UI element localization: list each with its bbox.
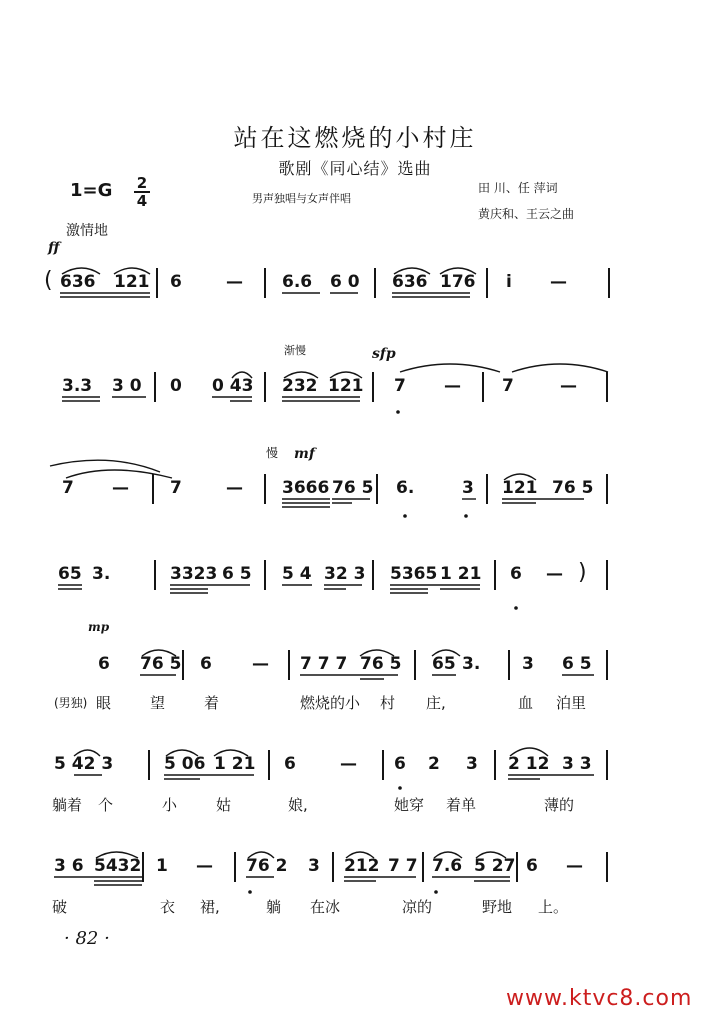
- note-group: 3.3: [62, 376, 93, 396]
- note-group: 6.: [396, 478, 415, 498]
- underline: [300, 675, 398, 679]
- time-signature-top: 2: [136, 174, 148, 192]
- lyric: 血: [518, 694, 534, 712]
- underline: [432, 877, 510, 881]
- lyric: 薄的: [544, 796, 575, 814]
- note-group: 6: [170, 272, 182, 292]
- octave-dot: [248, 890, 252, 894]
- underline: [62, 397, 146, 401]
- note-group: 5365: [390, 564, 438, 584]
- slur: [114, 268, 150, 274]
- dynamic-sfp: sfp: [372, 346, 396, 362]
- lyric: 躺: [266, 898, 282, 916]
- underline: [392, 293, 470, 297]
- slur: [510, 748, 548, 756]
- lyric: 衣: [160, 898, 176, 916]
- lyric: 上。: [538, 898, 569, 916]
- underline: [170, 585, 250, 593]
- slur: [346, 852, 374, 858]
- underline: [282, 397, 360, 401]
- slur: [284, 372, 318, 378]
- note-group: 5 42 3: [54, 754, 114, 774]
- note-group: 76 2: [246, 856, 288, 876]
- slur: [248, 852, 274, 858]
- note-group: 5 4: [282, 564, 312, 584]
- underline: [58, 585, 82, 589]
- note-group: 636: [60, 272, 96, 292]
- lyric: 她穿: [394, 796, 425, 814]
- slur: [504, 474, 536, 480]
- slur: [360, 650, 394, 656]
- note-group: 2: [428, 754, 440, 774]
- lyric: 村: [380, 694, 396, 712]
- song-title: 站在这燃烧的小村庄: [233, 124, 477, 152]
- note-group: 121: [502, 478, 538, 498]
- note-group: 65: [58, 564, 82, 584]
- rest-dash: —: [226, 272, 243, 292]
- note-group: 5 27: [474, 856, 516, 876]
- rest-dash: —: [226, 478, 243, 498]
- key-signature: 1=G: [70, 180, 113, 201]
- rest-dash: —: [444, 376, 461, 396]
- note-group: 3.: [462, 654, 481, 674]
- underline: [390, 585, 480, 593]
- note-group: 636: [392, 272, 428, 292]
- underline: [282, 499, 330, 507]
- note-group: 76 5: [552, 478, 594, 498]
- slur: [96, 852, 138, 858]
- note-group: 3.: [92, 564, 111, 584]
- time-signature-bottom: 4: [136, 192, 148, 210]
- note-group: 6: [98, 654, 110, 674]
- note-group: 5432: [94, 856, 142, 876]
- slur: [394, 268, 430, 274]
- lyric: 躺着: [52, 796, 83, 814]
- note-group: 1: [156, 856, 168, 876]
- underline: [282, 585, 362, 589]
- lyric: 凉的: [402, 898, 433, 916]
- note-group: 6: [284, 754, 296, 774]
- tie: [400, 364, 500, 372]
- slur: [432, 650, 460, 656]
- note-group: 6 5: [562, 654, 592, 674]
- note-group: 3: [308, 856, 320, 876]
- slur: [214, 750, 248, 756]
- underline: [344, 877, 416, 881]
- note-group: i: [506, 272, 512, 292]
- dynamic-ff: ff: [48, 240, 60, 256]
- underline: [332, 499, 370, 503]
- lyric: 燃烧的小: [300, 694, 361, 712]
- slur-close-paren: ): [578, 560, 587, 585]
- lyric: 泊里: [556, 694, 587, 712]
- lyric: 娘,: [288, 796, 308, 814]
- note-group: 65: [432, 654, 456, 674]
- performance-note: 男声独唱与女声伴唱: [252, 192, 351, 205]
- note-group: 3666: [282, 478, 330, 498]
- note-group: 3 0: [112, 376, 142, 396]
- lyric: 着单: [446, 796, 477, 814]
- lyricist-credit: 田 川、任 萍词: [478, 181, 558, 195]
- note-group: 3: [522, 654, 534, 674]
- note-group: 6 0: [330, 272, 360, 292]
- lyric: 望: [150, 694, 166, 712]
- lyric: 着: [204, 694, 220, 712]
- note-group: 5 06: [164, 754, 206, 774]
- note-group: 121: [328, 376, 364, 396]
- note-group: 6: [510, 564, 522, 584]
- note-group: 6.6: [282, 272, 313, 292]
- slur: [232, 372, 252, 378]
- slur: [434, 852, 462, 858]
- page-number: · 82 ·: [64, 928, 110, 949]
- expression-slower: 渐慢: [284, 344, 306, 357]
- lyric: 在冰: [310, 898, 341, 916]
- note-group: 176: [440, 272, 476, 292]
- slur: [330, 372, 362, 378]
- note-group: 0 43: [212, 376, 254, 396]
- note-group: 32 3: [324, 564, 366, 584]
- note-group: 76 5: [332, 478, 374, 498]
- underline: [502, 499, 584, 503]
- watermark-url: www.ktvc8.com: [506, 986, 693, 1011]
- slur: [62, 268, 100, 274]
- tie: [512, 364, 608, 372]
- lyric: 姑: [216, 796, 232, 814]
- rest-dash: —: [252, 654, 269, 674]
- tempo-marking: 激情地: [66, 223, 108, 239]
- underline: [54, 877, 142, 885]
- note-group: 1 21: [440, 564, 482, 584]
- note-group: 6: [200, 654, 212, 674]
- octave-dot: [398, 786, 402, 790]
- slur-open-paren: (: [44, 268, 53, 293]
- note-group: 7: [62, 478, 74, 498]
- lyric: 小: [162, 796, 178, 814]
- octave-dot: [403, 514, 407, 518]
- note-group: 6 5: [222, 564, 252, 584]
- note-group: 76 5: [140, 654, 182, 674]
- expression-slow: 慢: [266, 446, 279, 460]
- rest-dash: —: [546, 564, 563, 584]
- lyric: 破: [52, 898, 68, 916]
- dynamic-mf: mf: [294, 446, 315, 462]
- slur: [166, 750, 198, 756]
- singer-label: (男独): [54, 696, 88, 710]
- note-group: 1 21: [214, 754, 256, 774]
- note-group: 3: [466, 754, 478, 774]
- slur: [142, 650, 176, 656]
- note-group: 7 7 7: [300, 654, 348, 674]
- note-group: 76 5: [360, 654, 402, 674]
- rest-note: 0: [170, 376, 182, 396]
- note-group: 6: [394, 754, 406, 774]
- lyric: 庄,: [426, 694, 446, 712]
- rest-dash: —: [550, 272, 567, 292]
- slur: [440, 268, 476, 274]
- octave-dot: [514, 606, 518, 610]
- rest-dash: —: [112, 478, 129, 498]
- composer-credit: 黄庆和、王云之曲: [478, 207, 575, 221]
- octave-dot: [434, 890, 438, 894]
- rest-dash: —: [560, 376, 577, 396]
- note-group: 3: [462, 478, 474, 498]
- note-group: 212: [344, 856, 380, 876]
- note-group: 232: [282, 376, 318, 396]
- underline: [60, 293, 150, 297]
- note-group: 3323: [170, 564, 218, 584]
- underline: [164, 775, 254, 779]
- note-group: 7: [502, 376, 514, 396]
- dynamic-mp: mp: [88, 620, 110, 634]
- note-group: 7: [394, 376, 406, 396]
- underline: [508, 775, 594, 779]
- lyric: 个: [98, 796, 114, 814]
- note-group: 7.6: [432, 856, 463, 876]
- note-group: 3 6: [54, 856, 84, 876]
- note-group: 3 3: [562, 754, 592, 774]
- rest-dash: —: [566, 856, 583, 876]
- underline: [212, 397, 252, 401]
- lyric: 眼: [96, 694, 112, 712]
- slur: [74, 750, 100, 756]
- rest-dash: —: [196, 856, 213, 876]
- note-group: 7 7: [388, 856, 418, 876]
- note-group: 7: [170, 478, 182, 498]
- note-group: 6: [526, 856, 538, 876]
- song-subtitle: 歌剧《同心结》选曲: [278, 159, 432, 178]
- slur: [476, 852, 506, 858]
- lyric: 野地: [482, 898, 513, 916]
- octave-dot: [464, 514, 468, 518]
- lyric: 裙,: [200, 898, 220, 916]
- rest-dash: —: [340, 754, 357, 774]
- octave-dot: [396, 410, 400, 414]
- note-group: 2 12: [508, 754, 550, 774]
- note-group: 121: [114, 272, 150, 292]
